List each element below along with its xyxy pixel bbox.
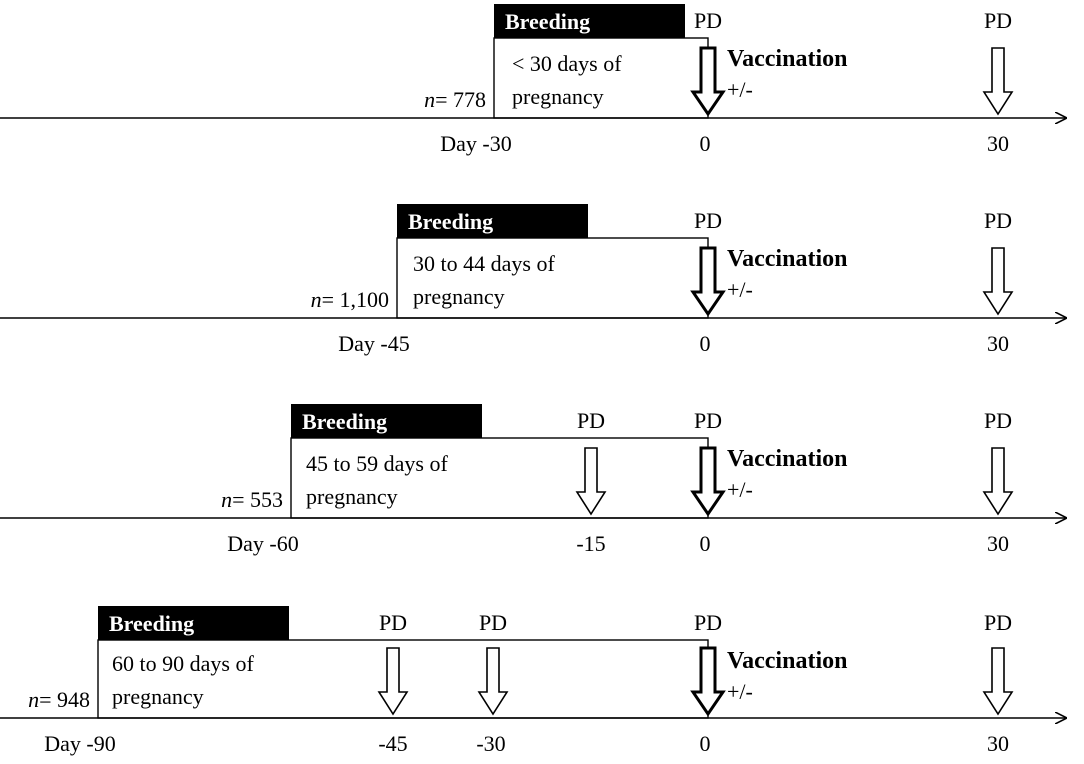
timeline-4-day-final: 30 [987,731,1009,756]
timeline-3-breeding-label: Breeding [302,409,388,434]
timeline-4-pd-zero-arrow [693,648,723,714]
timeline-2-pd-final-arrow [984,248,1012,314]
timeline-2 [0,204,1066,356]
timeline-2-vaccination-sign: +/- [727,277,753,302]
timeline-1-pd-final-label: PD [983,8,1013,33]
timeline-3-stage-line2: pregnancy [306,484,398,509]
timeline-1 [0,4,1066,156]
timeline-2-pd-zero-label: PD [693,208,723,233]
timeline-3-pd-final-arrow [984,448,1012,514]
timeline-4-breeding-label: Breeding [109,611,195,636]
timeline-2-vaccination-label: Vaccination [727,246,848,272]
timeline-4-sample-size: n= 948 [28,687,90,712]
timeline-3-pd-zero-label: PD [693,408,723,433]
timeline-4-vaccination-sign: +/- [727,679,753,704]
timeline-1-day-final: 30 [987,131,1009,156]
timeline-2-stage-line1: 30 to 44 days of [413,251,555,276]
timeline-3-day-zero: 0 [699,531,711,556]
timeline-4-pd-check-1-label: PD [378,610,408,635]
timeline-3-day-final: 30 [987,531,1009,556]
timeline-2-breeding-label: Breeding [408,209,494,234]
timeline-2-sample-size: n= 1,100 [310,287,389,312]
timeline-3-start-day: Day -60 [227,531,299,556]
timeline-4-vaccination-label: Vaccination [727,648,848,674]
timeline-2-start-day: Day -45 [338,331,410,356]
timeline-1-pd-zero-arrow [693,48,723,114]
timeline-2-stage-line2: pregnancy [413,284,505,309]
timeline-3-stage-line1: 45 to 59 days of [306,451,448,476]
timeline-3-pd-check-1-day: -15 [576,531,606,556]
timeline-4-pd-final-label: PD [983,610,1013,635]
timeline-2-pd-final-label: PD [983,208,1013,233]
timeline-4-pd-check-2-label: PD [478,610,508,635]
timeline-4-start-day: Day -90 [44,731,116,756]
timeline-4-stage-line2: pregnancy [112,684,204,709]
timeline-3-pd-zero-arrow [693,448,723,514]
timeline-1-stage-line2: pregnancy [512,84,604,109]
timeline-1-pd-final-arrow [984,48,1012,114]
timeline-2-day-final: 30 [987,331,1009,356]
timeline-4-day-zero: 0 [699,731,711,756]
timeline-1-vaccination-label: Vaccination [727,46,848,72]
timeline-3-pd-check-1-label: PD [576,408,606,433]
timeline-2-pd-zero-arrow [693,248,723,314]
timeline-4-pd-check-1-arrow [379,648,407,714]
timeline-4-pd-zero-label: PD [693,610,723,635]
timeline-4-pd-final-arrow [984,648,1012,714]
timeline-2-day-zero: 0 [699,331,711,356]
timeline-1-stage-line1: < 30 days of [512,51,622,76]
timeline-3-pd-final-label: PD [983,408,1013,433]
timeline-3-sample-size: n= 553 [221,487,283,512]
timeline-1-day-zero: 0 [699,131,711,156]
timeline-3 [0,404,1066,556]
timeline-4-stage-line1: 60 to 90 days of [112,651,254,676]
timeline-4-pd-check-1-day: -45 [378,731,408,756]
timeline-4 [0,606,1066,756]
timeline-4-pd-check-2-arrow [479,648,507,714]
timeline-1-pd-zero-label: PD [693,8,723,33]
timeline-3-vaccination-label: Vaccination [727,446,848,472]
timeline-3-pd-check-1-arrow [577,448,605,514]
timeline-3-vaccination-sign: +/- [727,477,753,502]
timeline-1-vaccination-sign: +/- [727,77,753,102]
timeline-1-start-day: Day -30 [440,131,512,156]
timeline-4-pd-check-2-day: -30 [476,731,506,756]
timeline-1-breeding-label: Breeding [505,9,591,34]
timeline-1-sample-size: n= 778 [424,87,486,112]
